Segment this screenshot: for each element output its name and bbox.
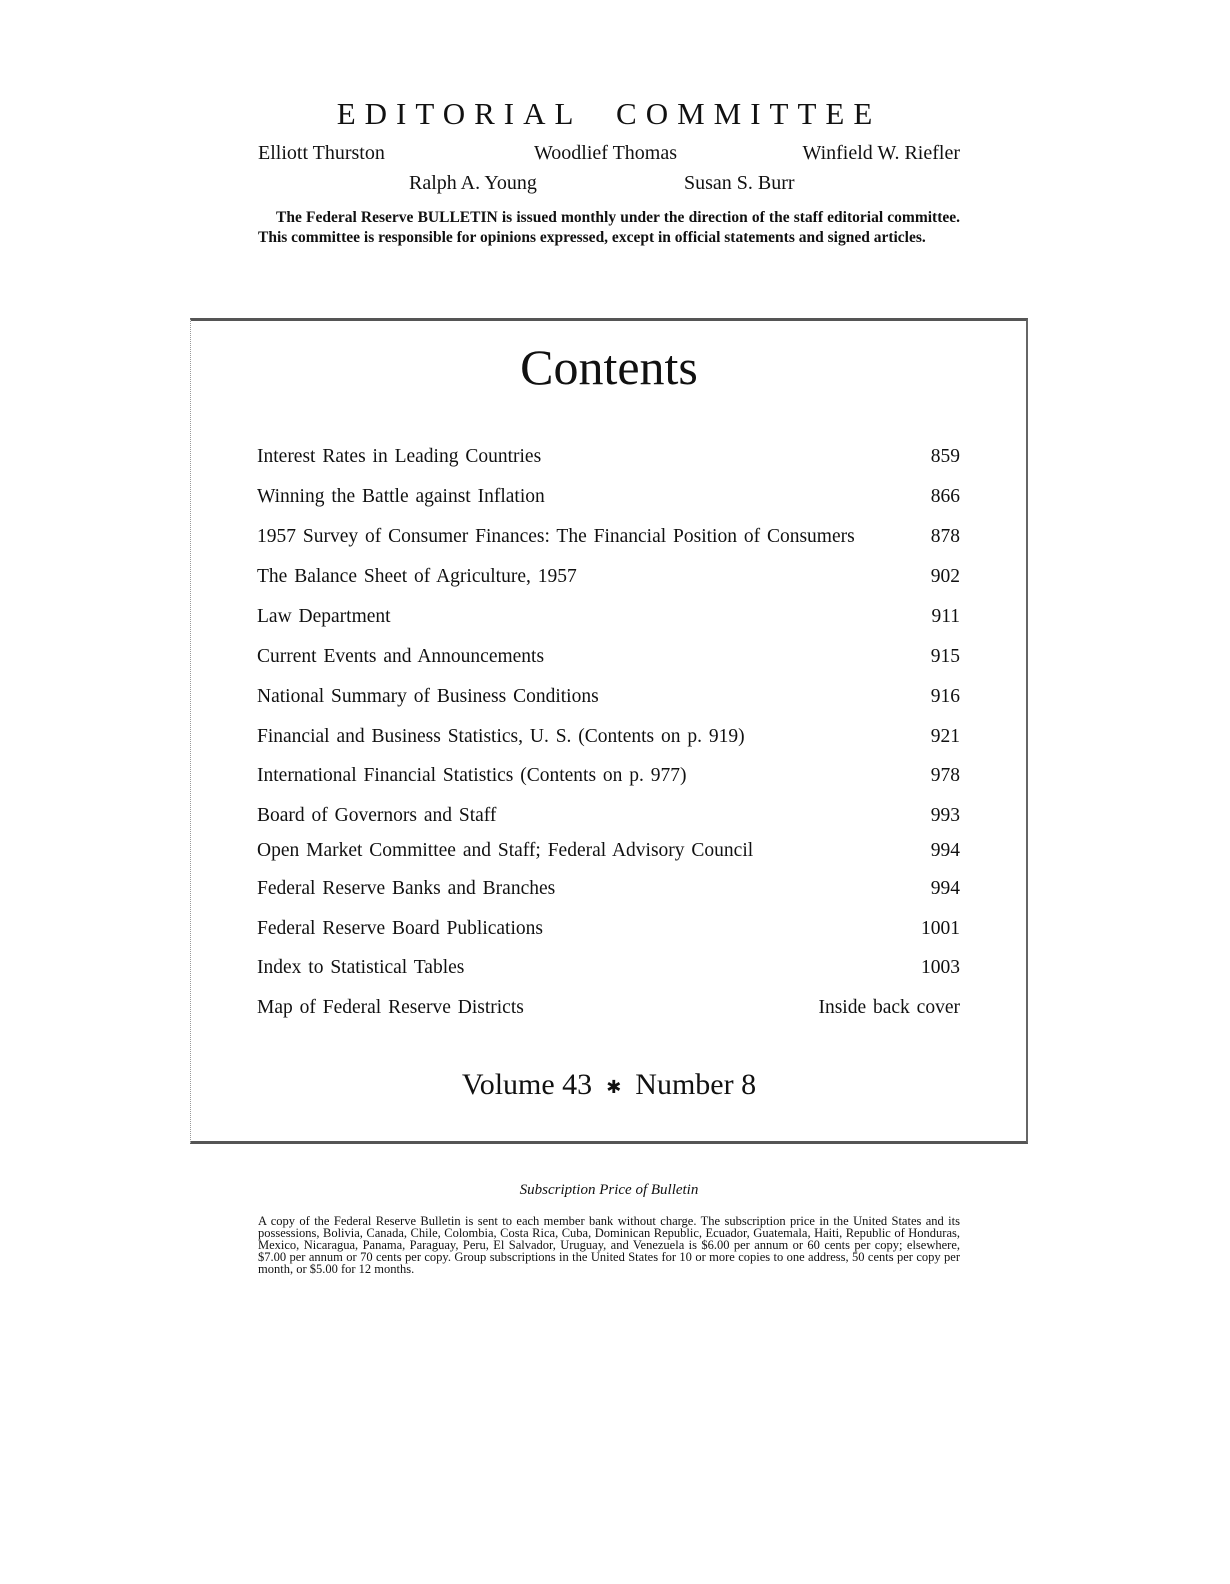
toc-entry-title: Board of Governors and Staff	[257, 805, 497, 826]
subscription-title: Subscription Price of Bulletin	[519, 1182, 699, 1198]
toc-entry-title: National Summary of Business Conditions	[257, 686, 599, 707]
toc-entry-title: 1957 Survey of Consumer Finances: The Financial Position of Consumers	[257, 526, 855, 547]
star-icon: ✱	[606, 1076, 622, 1097]
toc-entry-title: Current Events and Announcements	[257, 646, 545, 667]
toc-entry[interactable]	[257, 563, 960, 591]
toc-entry-page: 902	[930, 566, 960, 587]
toc-entry-page: 1003	[921, 957, 960, 978]
toc-entry-title: Interest Rates in Leading Countries	[257, 446, 542, 467]
toc-entry-title: International Financial Statistics (Contents on p. 977)	[257, 765, 687, 786]
toc-entry[interactable]	[257, 603, 960, 631]
toc-entry[interactable]	[257, 723, 960, 751]
toc-entry-title: Winning the Battle against Inflation	[257, 486, 545, 507]
toc-entry[interactable]	[257, 875, 960, 903]
committee-heading: EDITORIAL COMMITTEE	[336, 96, 882, 131]
intro-paragraph: The Federal Reserve BULLETIN is issued monthly under the direction of the staff editorial committee. This committee is responsible for opinions expressed, except in official statements and signed articles.	[258, 209, 960, 246]
subscription-body: A copy of the Federal Reserve Bulletin is sent to each member bank without charge. The subscription price in the United States and its possessions, Bolivia, Canada, Chile, Colombia, Costa Rica, Cuba, Dominican Republic, Ecuador, Guatemala, Haiti, Republic of Honduras, Mexico, Nicaragua, Panama, Paraguay, Peru, El Salvador, Uruguay, and Venezuela is $6.00 per annum or 60 cents per copy; elsewhere, $7.00 per annum or 70 cents per copy. Group subscriptions in the United States for 10 or more copies to one address, 50 cents per copy per month, or $5.00 for 12 months.	[258, 1214, 960, 1276]
toc-entry-title: The Balance Sheet of Agriculture, 1957	[257, 566, 577, 587]
committee-member: Susan S. Burr	[684, 172, 795, 194]
toc-entry-page: 878	[930, 526, 960, 547]
toc-entry[interactable]	[257, 483, 960, 511]
toc-entry-title: Law Department	[257, 606, 391, 627]
toc-entry-page: 911	[931, 606, 960, 627]
committee-member: Woodlief Thomas	[534, 142, 677, 164]
toc-entry-page: 866	[930, 486, 960, 507]
toc-entry[interactable]	[257, 443, 960, 471]
contents-title: Contents	[520, 339, 698, 395]
toc-entry-title: Federal Reserve Board Publications	[257, 918, 543, 939]
toc-entry-page: 994	[930, 878, 960, 899]
toc-entry-page: 915	[930, 646, 960, 667]
toc-entry[interactable]	[257, 837, 960, 865]
toc-entry-title: Map of Federal Reserve Districts	[257, 997, 524, 1018]
toc-entry[interactable]	[257, 762, 960, 790]
toc-entry[interactable]	[257, 954, 960, 982]
toc-entry[interactable]	[257, 643, 960, 671]
toc-entry-title: Financial and Business Statistics, U. S. (Contents on p. 919)	[257, 726, 745, 747]
toc-entry-title: Federal Reserve Banks and Branches	[257, 878, 556, 899]
committee-member: Winfield W. Riefler	[802, 142, 960, 164]
toc-entry[interactable]	[257, 802, 960, 830]
toc-entry[interactable]	[257, 915, 960, 943]
toc-entry-page: 859	[930, 446, 960, 467]
volume-label: Volume 43	[461, 1068, 593, 1101]
toc-entry-title: Index to Statistical Tables	[257, 957, 465, 978]
toc-entry-page: 993	[930, 805, 960, 826]
number-label: Number 8	[635, 1068, 757, 1101]
toc-entry-page: 916	[930, 686, 960, 707]
toc-entry-page: Inside back cover	[818, 997, 960, 1018]
volume-line	[190, 1068, 1028, 1102]
committee-member: Elliott Thurston	[258, 142, 385, 164]
toc-entry[interactable]	[257, 683, 960, 711]
toc-entry-page: 1001	[921, 918, 960, 939]
toc-entry-page: 921	[930, 726, 960, 747]
toc-entry[interactable]	[257, 994, 960, 1022]
committee-member: Ralph A. Young	[409, 172, 537, 194]
toc-entry-title: Open Market Committee and Staff; Federal Advisory Council	[257, 840, 754, 861]
toc-entry-page: 978	[930, 765, 960, 786]
toc-entry[interactable]	[257, 523, 960, 551]
toc-entry-page: 994	[930, 840, 960, 861]
